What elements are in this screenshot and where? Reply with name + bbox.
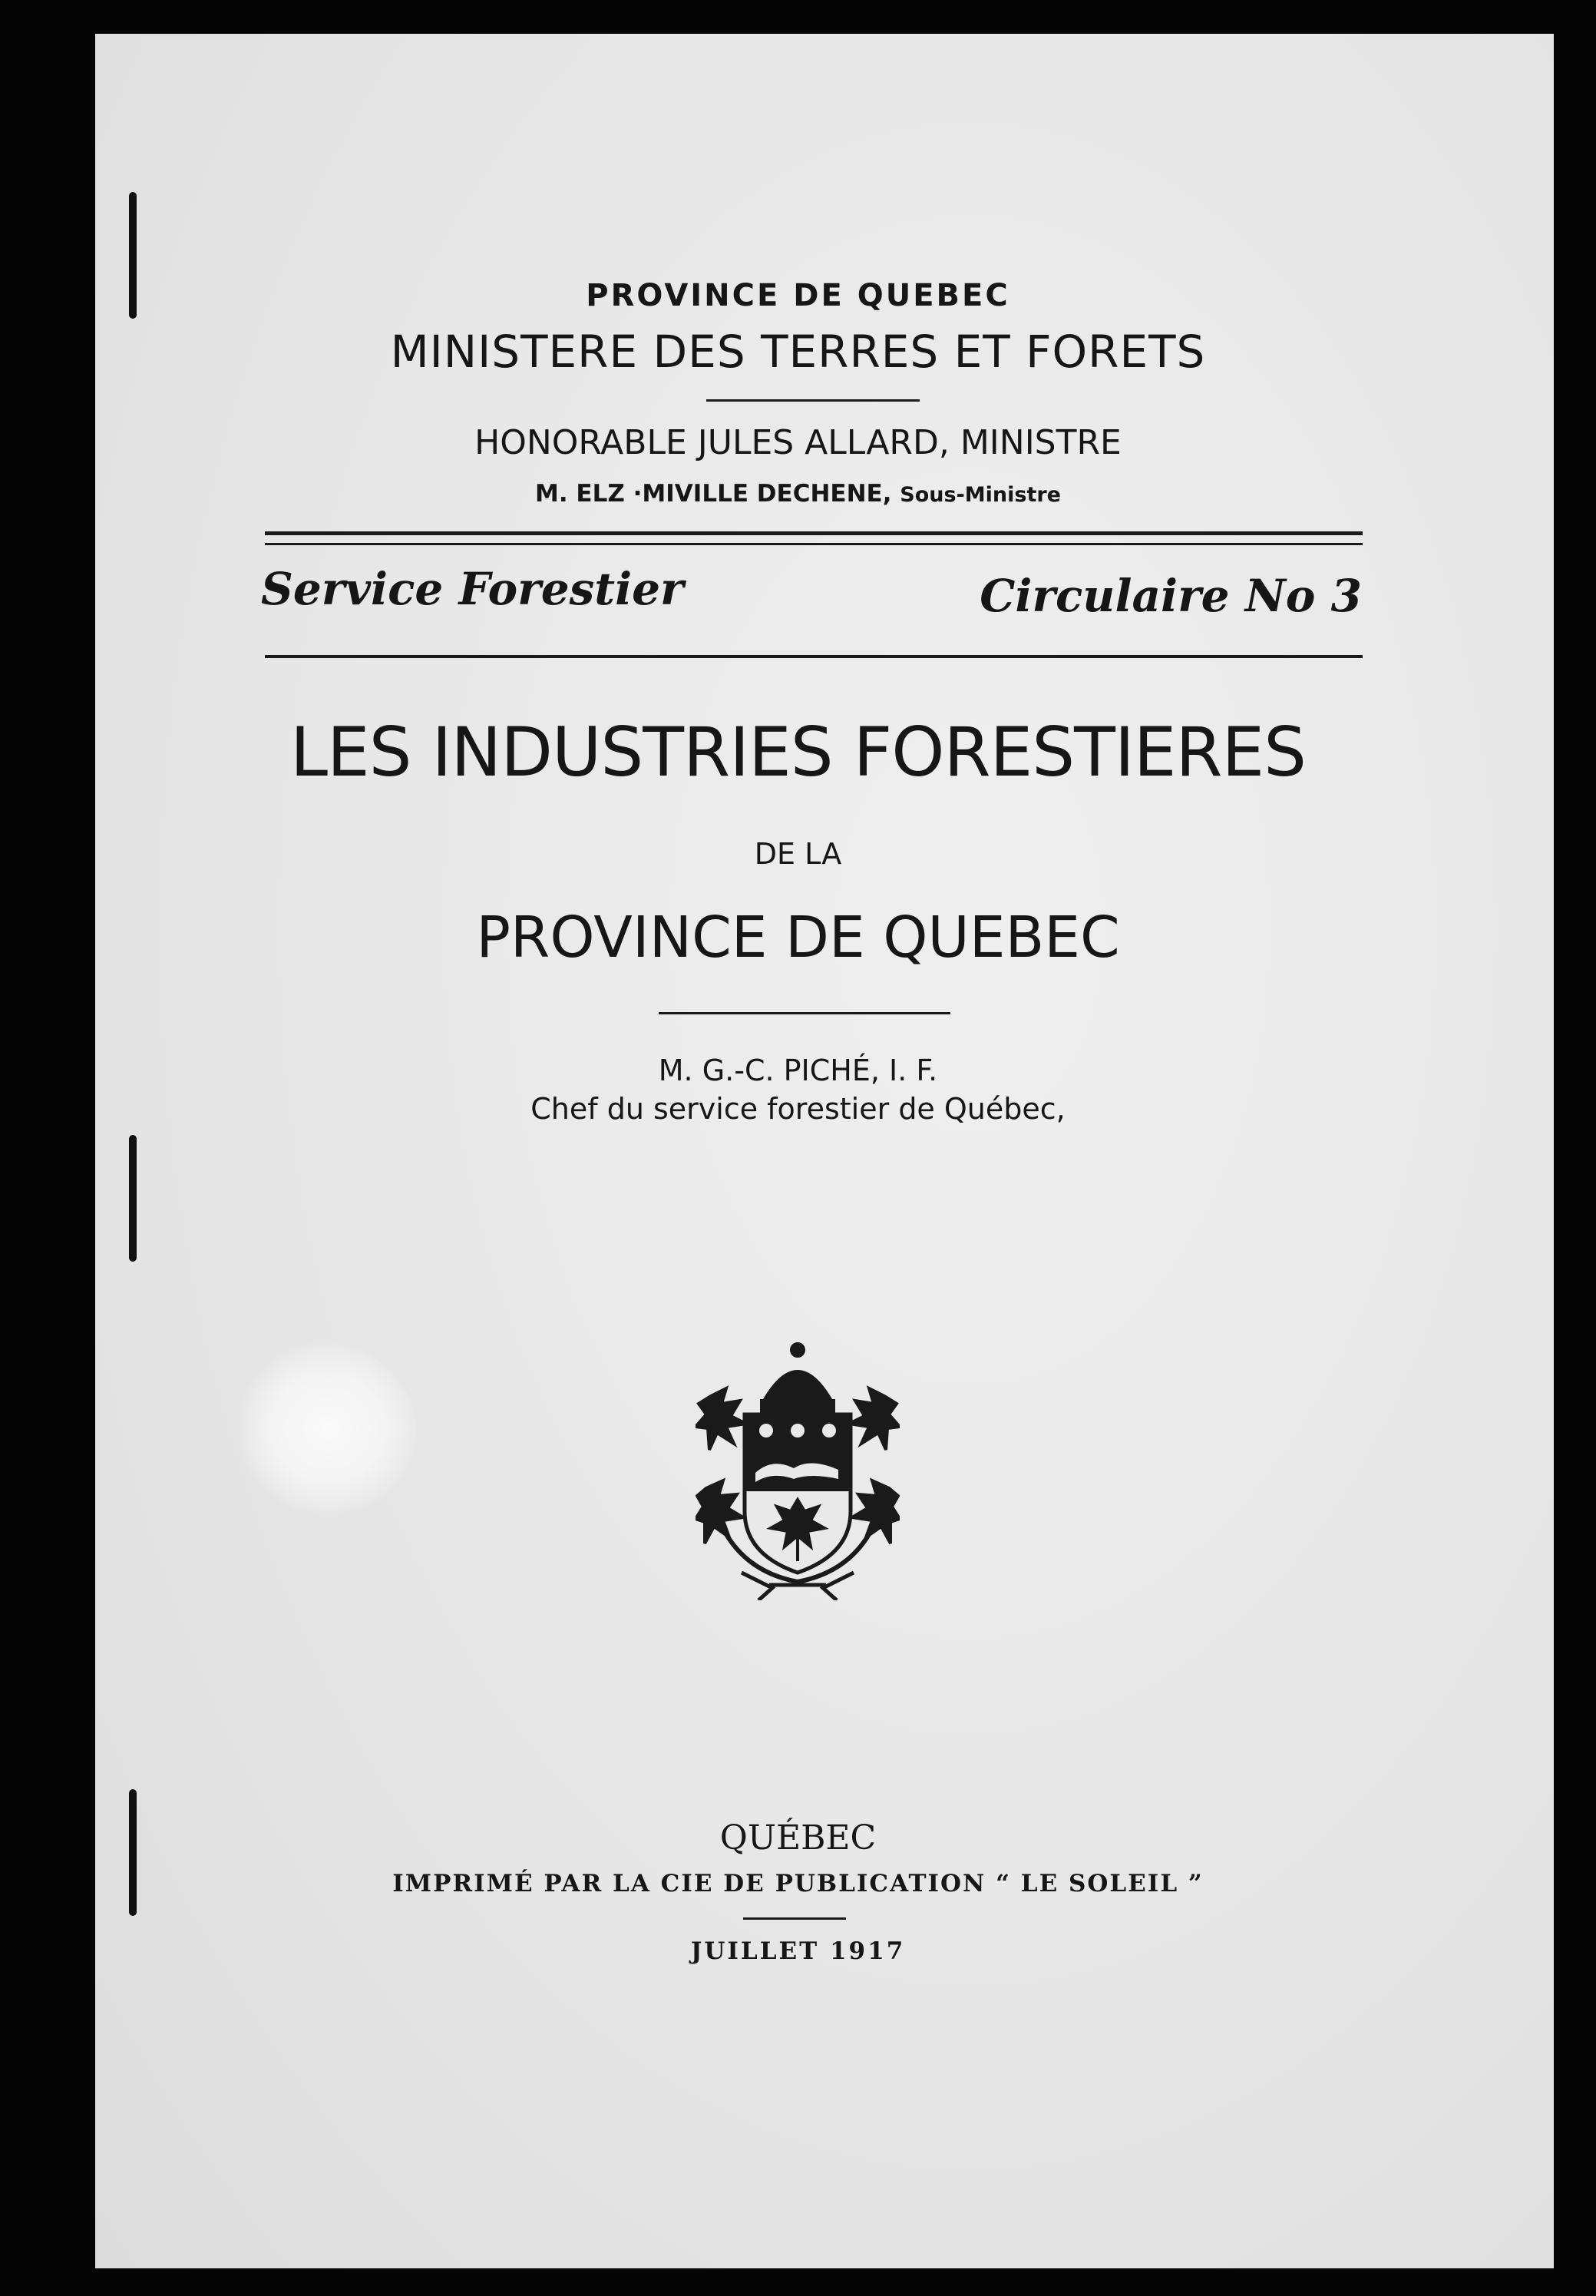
- header-rule-bottom: [265, 655, 1363, 658]
- imprint-city: QUÉBEC: [719, 1818, 877, 1858]
- quebec-coat-of-arms-icon: [696, 1342, 900, 1600]
- binding-mark-middle: [129, 1135, 137, 1262]
- title-province: PROVINCE DE QUEBEC: [476, 905, 1120, 971]
- title-connector: DE LA: [754, 837, 842, 871]
- header-rule-top-1: [265, 531, 1363, 535]
- header-rule-top-2: [265, 543, 1363, 545]
- deputy-minister-line: [0, 480, 1596, 508]
- deputy-minister-name: M. ELZ ·MIVILLE DECHENE,: [535, 480, 892, 508]
- imprint-printer: IMPRIMÉ PAR LA CIE DE PUBLICATION “ LE SOLEIL ”: [392, 1870, 1204, 1897]
- document-title: LES INDUSTRIES FORESTIERES: [290, 713, 1306, 792]
- author-role: Chef du service forestier de Québec,: [530, 1092, 1066, 1126]
- author-name: M. G.-C. PICHÉ, I. F.: [658, 1054, 938, 1087]
- ministry-title: MINISTERE DES TERRES ET FORETS: [390, 326, 1206, 378]
- minister-name: HONORABLE JULES ALLARD, MINISTRE: [474, 423, 1122, 462]
- imprint-divider: [743, 1917, 846, 1920]
- province-header: PROVINCE DE QUEBEC: [586, 278, 1010, 313]
- circular-number: Circulaire No 3: [980, 570, 1362, 622]
- imprint-date: JUILLET 1917: [690, 1937, 906, 1965]
- service-label: Service Forestier: [261, 563, 684, 615]
- ministry-underline: [706, 399, 920, 402]
- title-underline: [659, 1012, 950, 1014]
- deputy-minister-title: Sous-Ministre: [900, 483, 1061, 507]
